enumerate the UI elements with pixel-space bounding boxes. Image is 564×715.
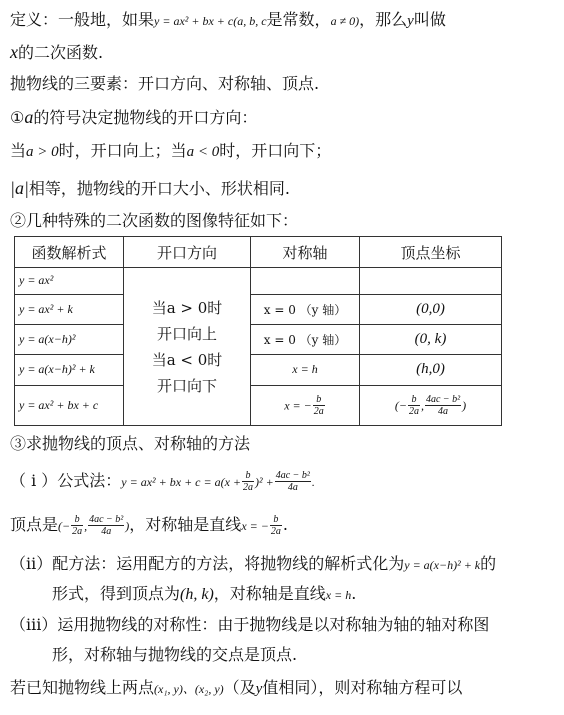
item3-i-formula-a: y = ax² + bx + c = a(x + <box>121 475 242 489</box>
last-text-a: 若已知抛物线上两点 <box>10 678 155 697</box>
item1-up: 时，开口向上；当 <box>58 141 187 160</box>
ii-line2-a: 形式，得到顶点为 <box>52 584 181 603</box>
axis-fraction <box>313 394 325 417</box>
item1-line3-text: 相等，抛物线的开口大小、形状相同. <box>28 179 290 198</box>
row-vertex <box>360 268 502 295</box>
definition-prefix: 定义：一般地，如果 <box>10 10 155 29</box>
item3-vertex-line <box>10 510 556 541</box>
item3-ii-line-2 <box>52 582 556 607</box>
row-formula: y = a(x−h)² <box>15 325 124 355</box>
vertex-fraction-2 <box>88 514 124 537</box>
item1-abs-a: |a| <box>10 178 29 198</box>
direction-pos-cond: 当a > 0时 <box>151 298 223 317</box>
v-d2: 4a <box>101 526 112 537</box>
properties-table <box>14 236 502 426</box>
axis-prefix: x = − <box>284 398 312 413</box>
header-vertex: 顶点坐标 <box>360 237 502 268</box>
vertex-close-paren: ) <box>125 519 130 533</box>
vertex-n1: b <box>408 394 420 406</box>
axis-eq: x = − <box>241 519 269 533</box>
row-vertex-fraction: (− $\frac{b}{2a}$ , $\frac{\text{4ac − b²}}{4a}$ ) <box>360 385 502 425</box>
axis-n: b <box>270 514 282 526</box>
table-header-row <box>15 237 502 268</box>
row-vertex: (h,0) <box>360 355 502 385</box>
item3-i-formula-b: )² + <box>255 475 274 489</box>
vertex-open-paren: (− <box>58 519 71 533</box>
table-row <box>15 385 502 425</box>
row-formula: y = ax² + k <box>15 294 124 324</box>
ii-text-a: （ii）配方法：运用配方的方法，将抛物线的解析式化为 <box>10 554 405 573</box>
axis-end: . <box>282 515 288 534</box>
table-row <box>15 294 502 324</box>
item1-line-2 <box>10 139 556 164</box>
definition-condition: a ≠ 0) <box>330 14 360 28</box>
definition-y: y <box>407 13 414 29</box>
vertex-open: (− <box>394 398 407 413</box>
row-vertex: (0, k) <box>360 325 502 355</box>
row-axis: x = h <box>251 355 360 385</box>
row-formula: y = a(x−h)² + k <box>15 355 124 385</box>
row-axis: x = 0 （y 轴） <box>251 325 360 355</box>
vertex-d1: 2a <box>408 405 419 417</box>
item3-i-line <box>10 466 556 497</box>
ii-text-b: 的 <box>480 554 497 573</box>
v-n2: 4ac − b² <box>89 514 124 525</box>
ii-end: . <box>351 584 357 603</box>
vertex-n2: 4ac − b² <box>425 393 461 405</box>
axis-num: b <box>313 394 325 406</box>
definition-line-2 <box>10 40 556 65</box>
definition-suffix: ，那么 <box>359 10 408 29</box>
row-formula: y = ax² + bx + c <box>15 385 124 425</box>
item3-iii-line-2: 形，对称轴与抛物线的交点是顶点. <box>52 645 298 664</box>
i-d1: 2a <box>243 482 254 493</box>
v-d1: 2a <box>72 526 83 537</box>
i-n1: b <box>242 470 254 482</box>
ii-formula: y = a(x−h)² + k <box>404 558 481 572</box>
last-text-c: 值相同），则对称轴方程可以 <box>262 678 463 697</box>
definition-line-1 <box>10 8 556 33</box>
item1-when: 当 <box>10 141 27 160</box>
item1-number: ① <box>10 108 25 127</box>
vertex-fraction-1 <box>71 514 83 537</box>
item1-text: 的符号决定抛物线的开口方向： <box>33 108 258 127</box>
vertex-comma: , <box>84 519 88 533</box>
item1-down: 时，开口向下； <box>219 141 332 160</box>
ii-vertex: (h, k) <box>180 586 214 603</box>
item3-i-end: . <box>311 475 315 489</box>
definition-suffix2: 叫做 <box>413 10 446 29</box>
direction-cell <box>124 268 251 426</box>
row-axis-fraction <box>251 385 360 425</box>
definition-mid: 是常数， <box>266 10 331 29</box>
vertex-text: 顶点是 <box>10 515 59 534</box>
item1-cond-neg: a < 0 <box>186 144 220 160</box>
header-axis: 对称轴 <box>251 237 360 268</box>
ii-axis: x = h <box>325 588 352 602</box>
row-axis: x = 0 （y 轴） <box>251 294 360 324</box>
row-vertex: (0,0) <box>360 294 502 324</box>
header-direction: 开口方向 <box>124 237 251 268</box>
table-row <box>15 268 502 295</box>
item1-var: a <box>24 107 34 127</box>
last-y: y <box>255 681 263 697</box>
direction-down: 开口向下 <box>156 376 217 395</box>
item1-line-1 <box>10 105 556 130</box>
row-formula: y = ax² <box>15 268 124 295</box>
last-text-b: （及 <box>223 678 256 697</box>
axis-text: ，对称轴是直线 <box>129 515 242 534</box>
item1-cond-pos: a > 0 <box>26 144 59 160</box>
axis-d: 2a <box>270 526 281 537</box>
definition-formula: y = ax² + bx + c(a, b, c <box>154 14 267 28</box>
definition-x: x <box>10 42 18 62</box>
definition-line2-text: 的二次函数. <box>18 43 104 62</box>
vertex-close: ) <box>462 398 467 413</box>
item3-i-frac-1 <box>242 470 254 493</box>
item3-title: ③求抛物线的顶点、对称轴的方法 <box>10 434 251 453</box>
last-line <box>10 676 556 701</box>
direction-up: 开口向上 <box>156 324 217 343</box>
table-row <box>15 325 502 355</box>
ii-line2-b: ，对称轴是直线 <box>213 584 326 603</box>
row-axis <box>251 268 360 295</box>
item3-i-label: （ i ）公式法： <box>10 471 122 490</box>
i-d2: 4a <box>287 482 298 493</box>
table-row <box>15 355 502 385</box>
item3-i-frac-2 <box>275 470 311 493</box>
vertex-frac-1 <box>408 394 420 417</box>
header-formula: 函数解析式 <box>15 237 124 268</box>
vertex-d2: 4a <box>438 405 449 417</box>
direction-neg-cond: 当a < 0时 <box>151 350 223 369</box>
last-points: (x₁, y)、(x₂, y) <box>154 682 224 696</box>
axis-eq-fraction <box>270 514 282 537</box>
v-n1: b <box>71 514 83 526</box>
item2-title: ②几种特殊的二次函数的图像特征如下： <box>10 211 299 230</box>
vertex-frac-2 <box>425 394 461 417</box>
item3-iii-line-1: （iii）运用抛物线的对称性：由于抛物线是以对称轴为轴的轴对称图 <box>10 615 490 634</box>
item1-line-3 <box>10 176 556 201</box>
axis-den: 2a <box>313 405 324 417</box>
elements-line: 抛物线的三要素：开口方向、对称轴、顶点. <box>10 74 320 93</box>
item3-ii-line-1 <box>10 552 556 577</box>
i-n2: 4ac − b² <box>275 470 310 481</box>
